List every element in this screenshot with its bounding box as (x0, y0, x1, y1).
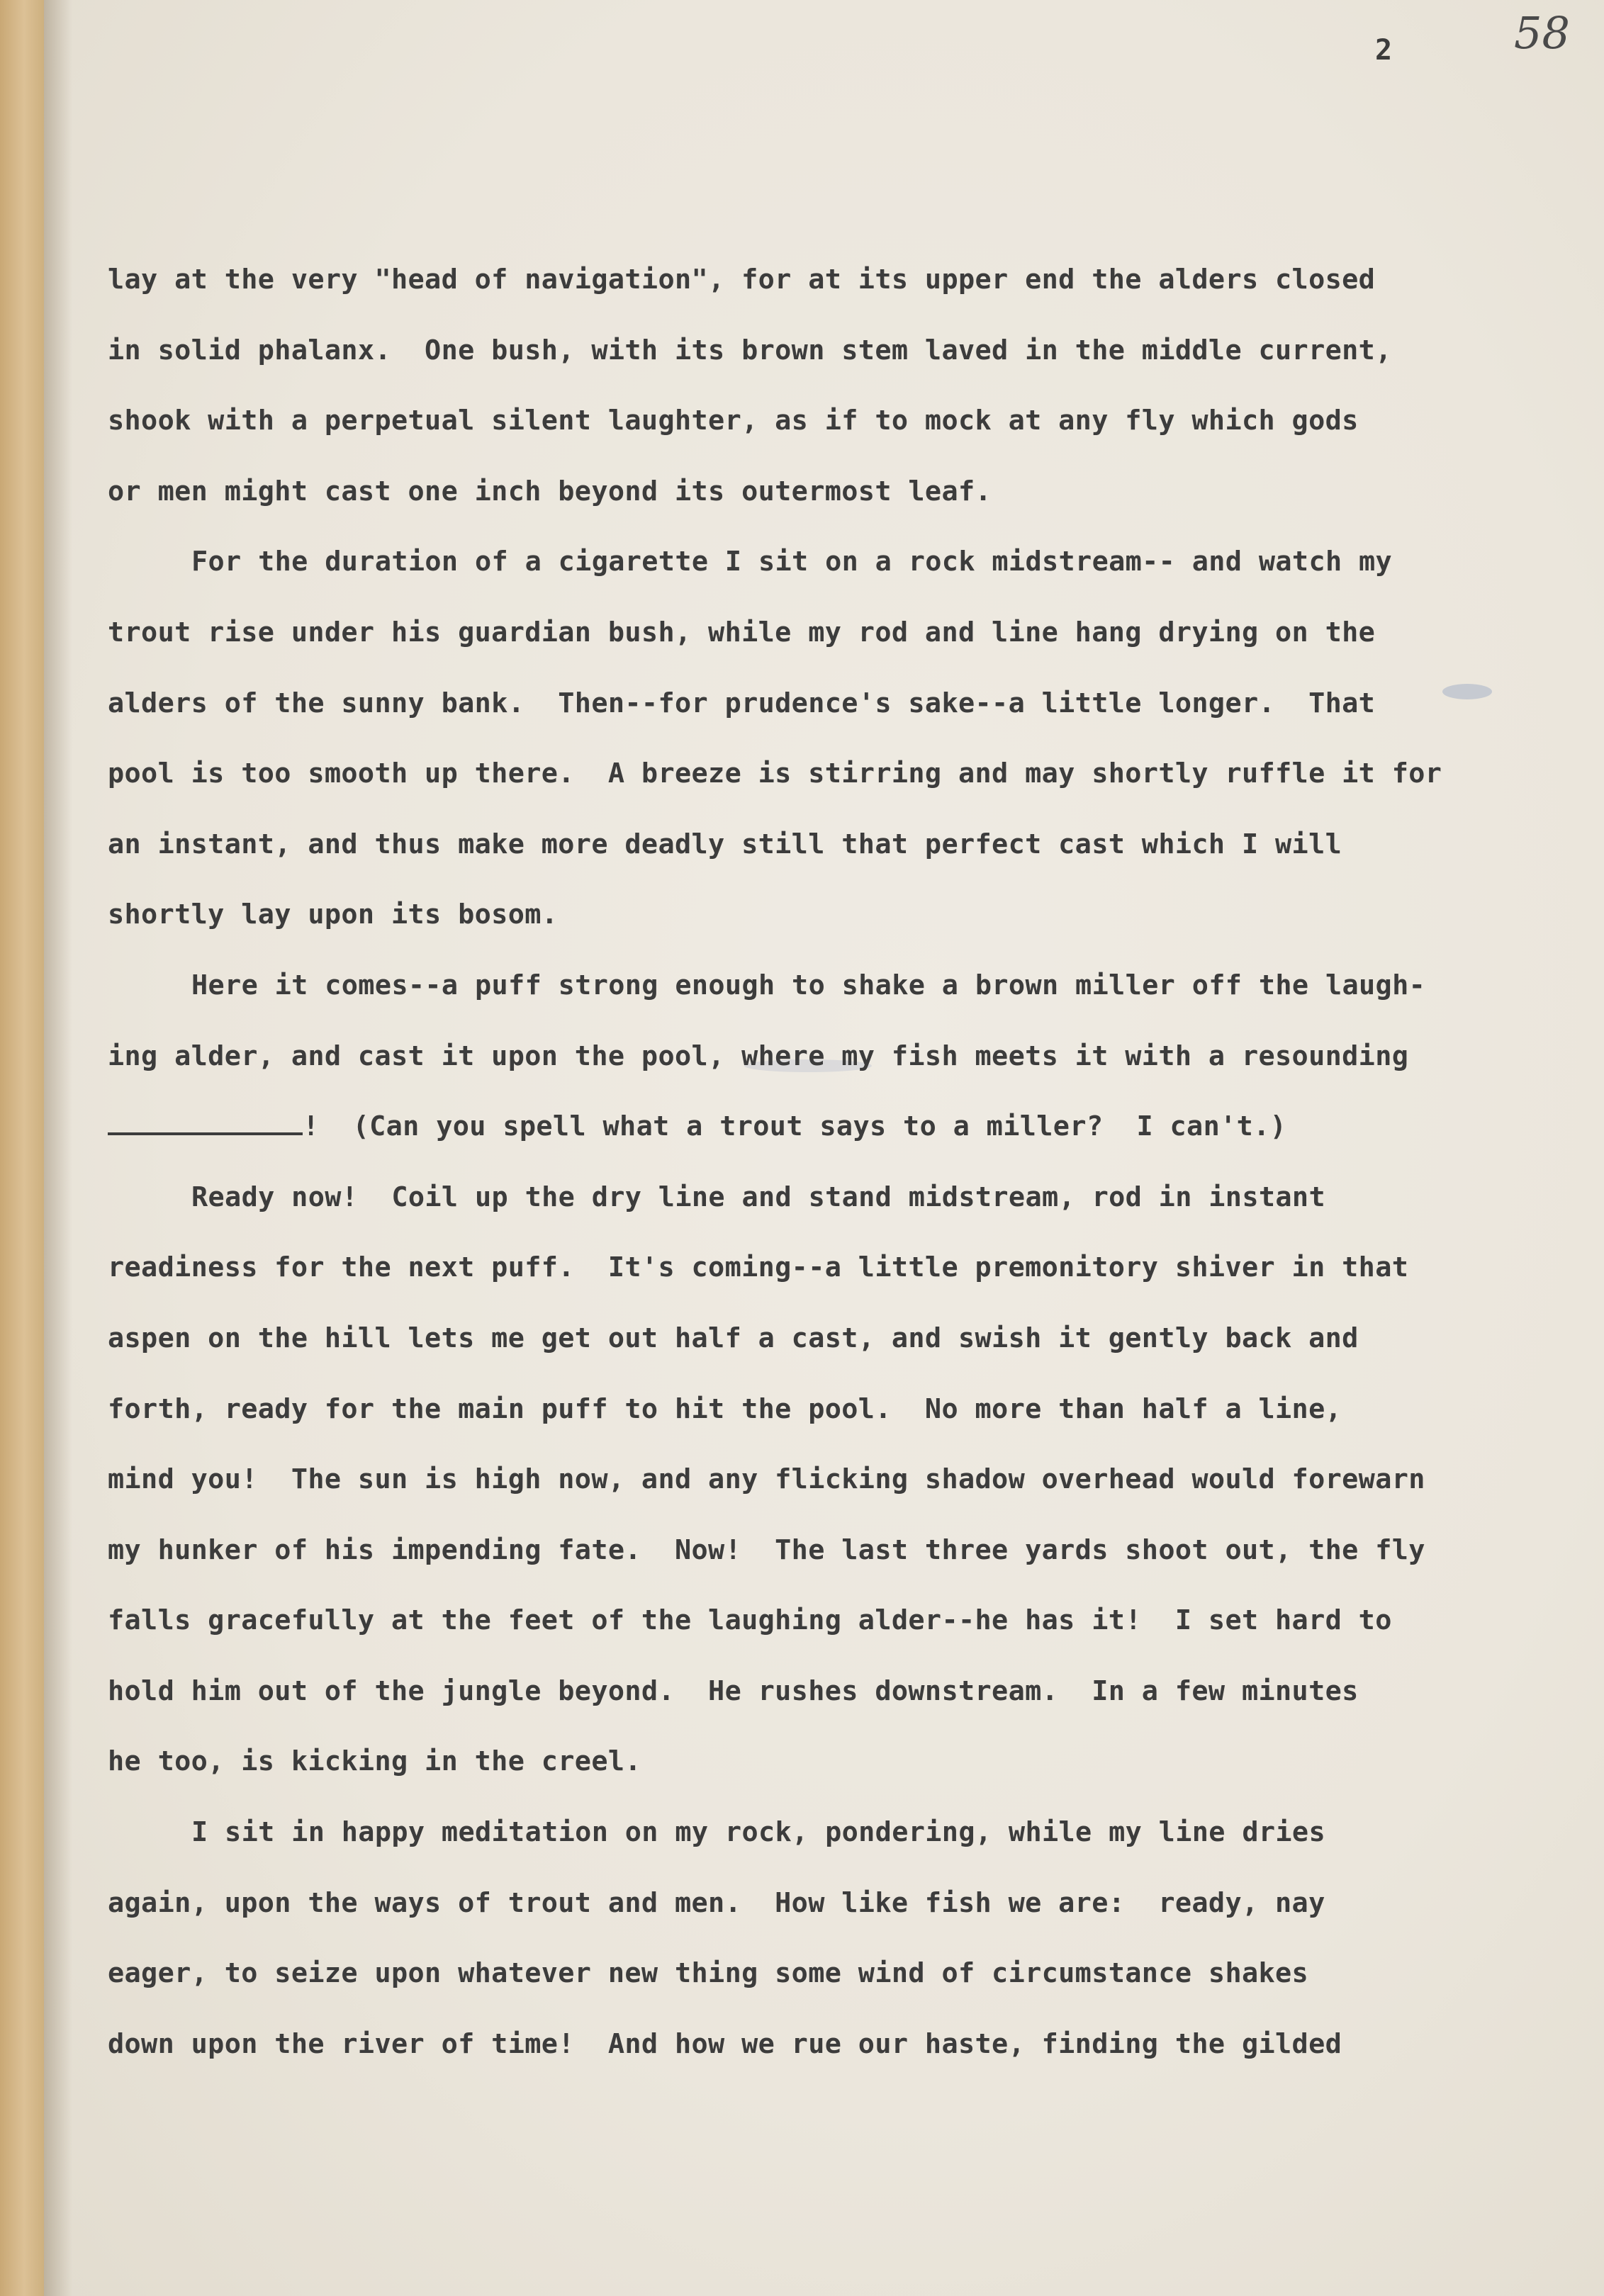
text-line: aspen on the hill lets me get out half a cast, and swish it gently back and (108, 1322, 1359, 1354)
text-line: mind you! The sun is high now, and any flicking shadow overhead would forewarn (108, 1463, 1425, 1496)
text-line-with-blank (108, 1091, 1525, 1162)
text-line: again, upon the ways of trout and men. How like fish we are: ready, nay (108, 1886, 1325, 1919)
text-line: ing alder, and cast it upon the pool, where my fish meets it with a resounding (108, 1040, 1409, 1072)
text-line: in solid phalanx. One bush, with its brown stem laved in the middle current, (108, 334, 1392, 366)
text-line: forth, ready for the main puff to hit the pool. No more than half a line, (108, 1392, 1342, 1425)
text-line: readiness for the next puff. It's coming--a little premonitory shiver in that (108, 1251, 1409, 1284)
binding-shadow (44, 0, 72, 2296)
text-line: I sit in happy meditation on my rock, pondering, while my line dries (191, 1816, 1325, 1849)
fill-in-blank (108, 1114, 303, 1135)
page-number: 2 (1375, 34, 1393, 67)
text-line: shook with a perpetual silent laughter, as if to mock at any fly which gods (108, 405, 1359, 437)
text-fragment: ! (Can you spell what a trout says to a miller? I can't.) (303, 1110, 1287, 1143)
text-line: down upon the river of time! And how we rue our haste, finding the gilded (108, 2027, 1342, 2060)
text-line: trout rise under his guardian bush, while my rod and line hang drying on the (108, 616, 1376, 648)
text-line: an instant, and thus make more deadly still that perfect cast which I will (108, 828, 1342, 860)
handwritten-folio-number: 58 (1514, 7, 1570, 59)
text-line: For the duration of a cigarette I sit on a rock midstream-- and watch my (191, 546, 1393, 578)
text-line: or men might cast one inch beyond its outermost leaf. (108, 475, 992, 507)
text-line: pool is too smooth up there. A breeze is stirring and may shortly ruffle it for (108, 758, 1442, 790)
text-line: hold him out of the jungle beyond. He rushes downstream. In a few minutes (108, 1675, 1359, 1707)
text-line: shortly lay upon its bosom. (108, 899, 559, 931)
text-line: lay at the very "head of navigation", for at its upper end the alders closed (108, 264, 1376, 296)
binding-edge (0, 0, 44, 2296)
body-text (108, 244, 1525, 2079)
text-line: Ready now! Coil up the dry line and stand midstream, rod in instant (191, 1181, 1325, 1213)
text-line: eager, to seize upon whatever new thing some wind of circumstance shakes (108, 1957, 1309, 1990)
text-line: Here it comes--a puff strong enough to shake a brown miller off the laugh- (191, 969, 1426, 1001)
text-line: alders of the sunny bank. Then--for prudence's sake--a little longer. That (108, 687, 1376, 719)
text-line: he too, is kicking in the creel. (108, 1745, 641, 1778)
text-line: falls gracefully at the feet of the laughing alder--he has it! I set hard to (108, 1604, 1392, 1637)
text-line: my hunker of his impending fate. Now! The last three yards shoot out, the fly (108, 1534, 1425, 1566)
